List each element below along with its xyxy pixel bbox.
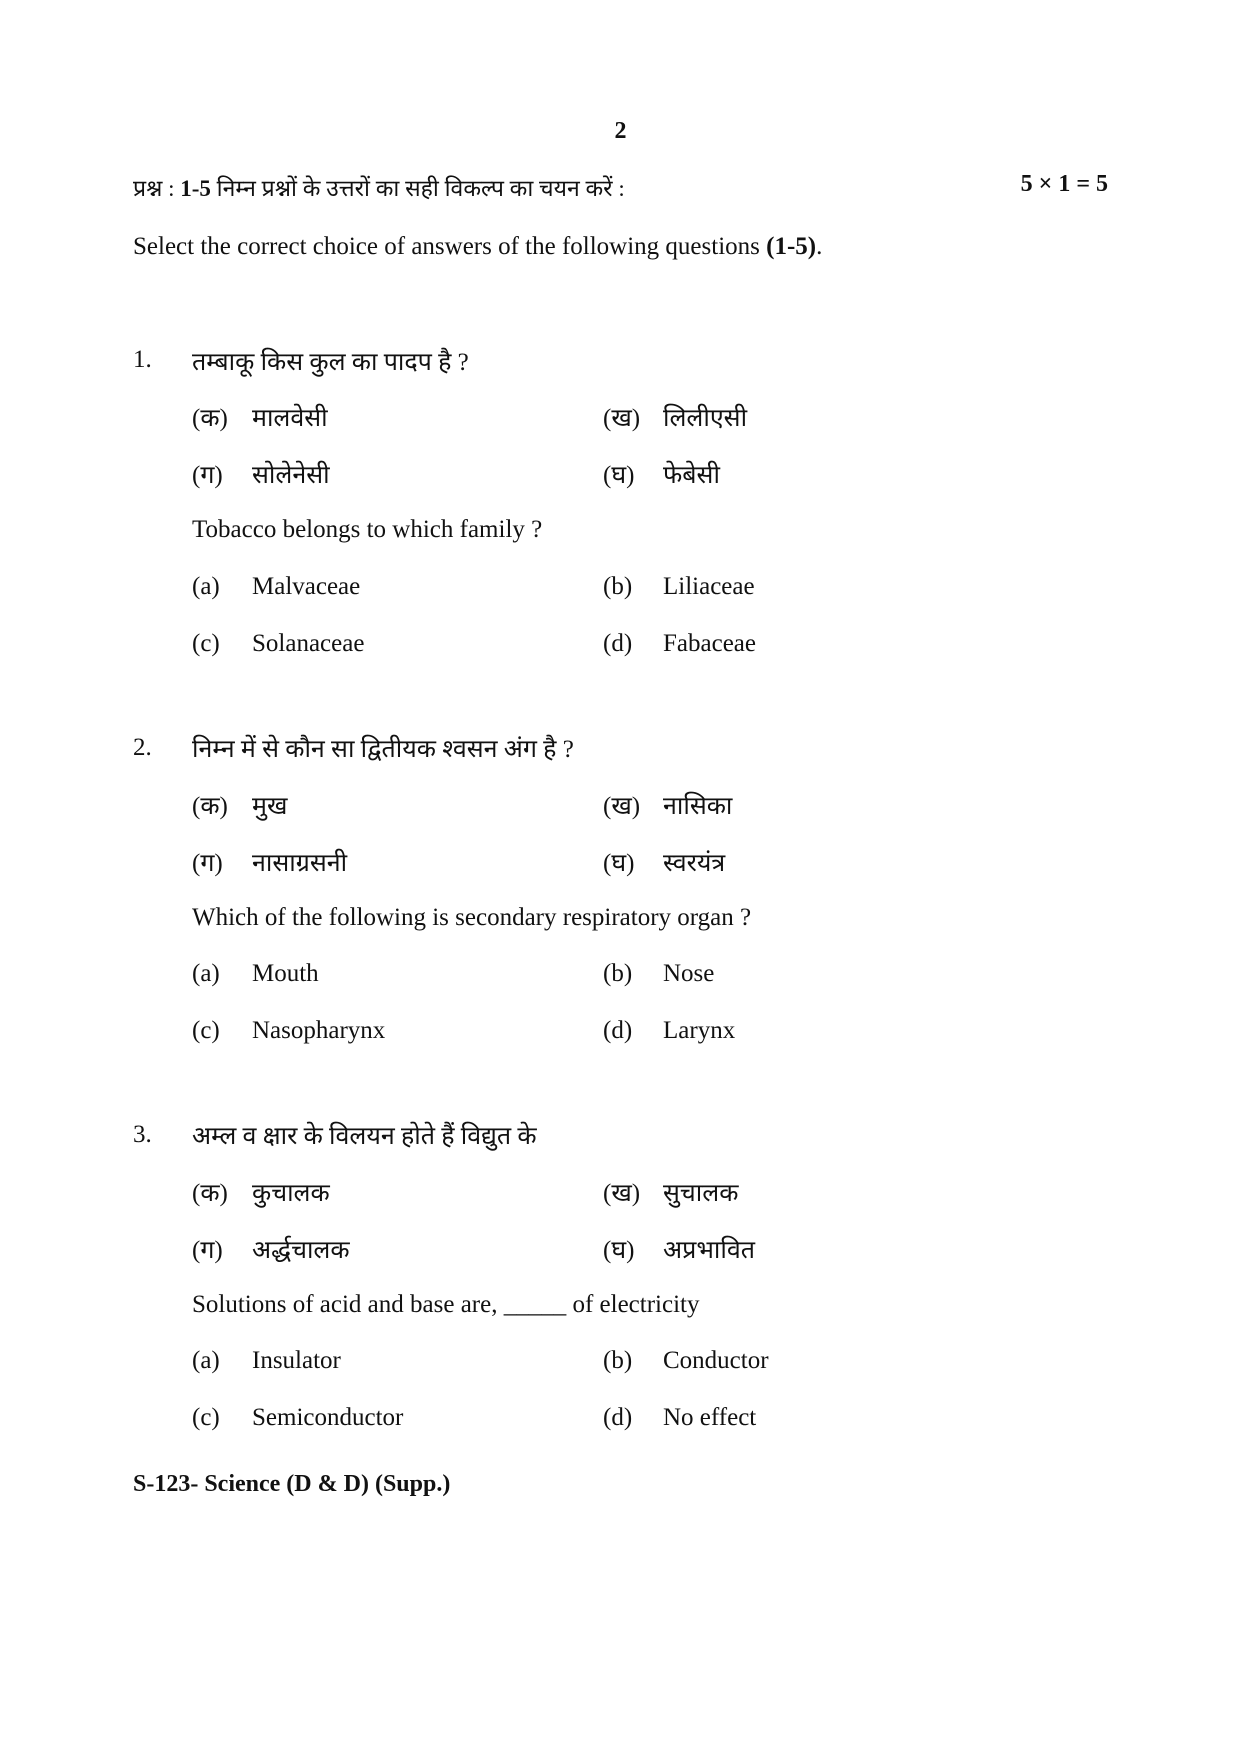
option-mark: (घ) xyxy=(603,1237,635,1264)
option-english-d xyxy=(603,630,756,658)
option-hindi-d xyxy=(603,845,725,879)
instruction-english-range: (1-5) xyxy=(766,233,817,260)
option-text: Fabaceae xyxy=(663,630,756,657)
option-text: सुचालक xyxy=(663,1180,739,1207)
option-english-c xyxy=(192,1404,403,1432)
option-english-b xyxy=(603,1347,769,1375)
option-hindi-d xyxy=(603,1232,755,1266)
option-hindi-a xyxy=(192,400,328,434)
option-hindi-c xyxy=(192,1232,350,1266)
option-hindi-b xyxy=(603,400,747,434)
option-mark: (घ) xyxy=(603,462,635,489)
option-hindi-c xyxy=(192,457,330,491)
option-text: नासाग्रसनी xyxy=(252,850,348,877)
option-hindi-b xyxy=(603,788,732,822)
instruction-english xyxy=(133,233,822,261)
option-hindi-c xyxy=(192,845,347,879)
question-number: 3. xyxy=(133,1121,152,1148)
option-text: स्वरयंत्र xyxy=(663,850,726,877)
instruction-hindi-prefix: प्रश्न : xyxy=(133,176,181,201)
option-text: Nose xyxy=(663,960,715,987)
option-english-c xyxy=(192,1017,385,1045)
option-text: Insulator xyxy=(252,1347,341,1374)
option-text: Mouth xyxy=(252,960,319,987)
instruction-hindi xyxy=(133,171,625,203)
option-english-b xyxy=(603,573,755,601)
option-mark: (b) xyxy=(603,960,633,987)
option-mark: (क) xyxy=(192,793,228,820)
question-text-hindi: निम्न में से कौन सा द्वितीयक श्वसन अंग है ? xyxy=(192,736,574,763)
question-number: 2. xyxy=(133,734,152,761)
question-text-english: Tobacco belongs to which family ? xyxy=(192,516,543,543)
instruction-english-end: . xyxy=(816,233,823,260)
question-text-english: Which of the following is secondary respiratory organ ? xyxy=(192,904,752,931)
option-mark: (a) xyxy=(192,573,220,600)
question-text-hindi: अम्ल व क्षार के विलयन होते हैं विद्युत के xyxy=(192,1123,537,1150)
option-text: No effect xyxy=(663,1404,757,1431)
option-mark: (a) xyxy=(192,960,220,987)
option-text: Nasopharynx xyxy=(252,1017,386,1044)
option-text: Semiconductor xyxy=(252,1404,404,1431)
option-english-d xyxy=(603,1017,735,1045)
option-mark: (घ) xyxy=(603,850,635,877)
option-mark: (ग) xyxy=(192,462,223,489)
option-mark: (क) xyxy=(192,405,228,432)
option-text: मालवेसी xyxy=(252,405,328,432)
option-mark: (ग) xyxy=(192,1237,223,1264)
question-number: 1. xyxy=(133,346,152,373)
option-mark: (ख) xyxy=(603,405,641,432)
option-mark: (a) xyxy=(192,1347,220,1374)
option-mark: (c) xyxy=(192,630,220,657)
page-number: 2 xyxy=(614,118,627,144)
option-text: Malvaceae xyxy=(252,573,361,600)
option-hindi-a xyxy=(192,1175,330,1209)
option-text: Liliaceae xyxy=(663,573,755,600)
option-text: Conductor xyxy=(663,1347,769,1374)
option-english-b xyxy=(603,960,714,988)
question-text-hindi: तम्बाकू किस कुल का पादप है ? xyxy=(192,349,469,376)
instruction-hindi-text: निम्न प्रश्नों के उत्तरों का सही विकल्प का चयन करें : xyxy=(210,176,625,201)
option-text: Solanaceae xyxy=(252,630,365,657)
option-mark: (क) xyxy=(192,1180,228,1207)
question-text-english: Solutions of acid and base are, _____ of electricity xyxy=(192,1291,700,1318)
option-english-d xyxy=(603,1404,756,1432)
option-mark: (ख) xyxy=(603,793,641,820)
option-hindi-d xyxy=(603,457,720,491)
option-english-c xyxy=(192,630,364,658)
option-english-a xyxy=(192,1347,341,1375)
option-mark: (c) xyxy=(192,1017,220,1044)
option-english-a xyxy=(192,573,360,601)
option-mark: (d) xyxy=(603,1017,633,1044)
paper-code-footer: S-123- Science (D & D) (Supp.) xyxy=(133,1471,451,1497)
option-hindi-a xyxy=(192,788,287,822)
option-mark: (b) xyxy=(603,1347,633,1374)
marks-allotted: 5 × 1 = 5 xyxy=(1020,171,1108,197)
instruction-english-text: Select the correct choice of answers of the following questions xyxy=(133,233,767,260)
option-text: कुचालक xyxy=(252,1180,330,1207)
option-hindi-b xyxy=(603,1175,738,1209)
option-text: Larynx xyxy=(663,1017,736,1044)
option-mark: (ख) xyxy=(603,1180,641,1207)
option-mark: (c) xyxy=(192,1404,220,1431)
option-text: सोलेनेसी xyxy=(252,462,330,489)
option-mark: (d) xyxy=(603,630,633,657)
option-english-a xyxy=(192,960,319,988)
instruction-hindi-range: 1-5 xyxy=(180,176,211,201)
option-text: लिलीएसी xyxy=(663,405,748,432)
option-text: अर्द्धचालक xyxy=(252,1237,350,1264)
option-text: मुख xyxy=(252,793,288,820)
option-mark: (d) xyxy=(603,1404,633,1431)
option-mark: (ग) xyxy=(192,850,223,877)
option-text: फेबेसी xyxy=(663,462,720,489)
option-text: नासिका xyxy=(663,793,733,820)
option-mark: (b) xyxy=(603,573,633,600)
option-text: अप्रभावित xyxy=(663,1237,756,1264)
